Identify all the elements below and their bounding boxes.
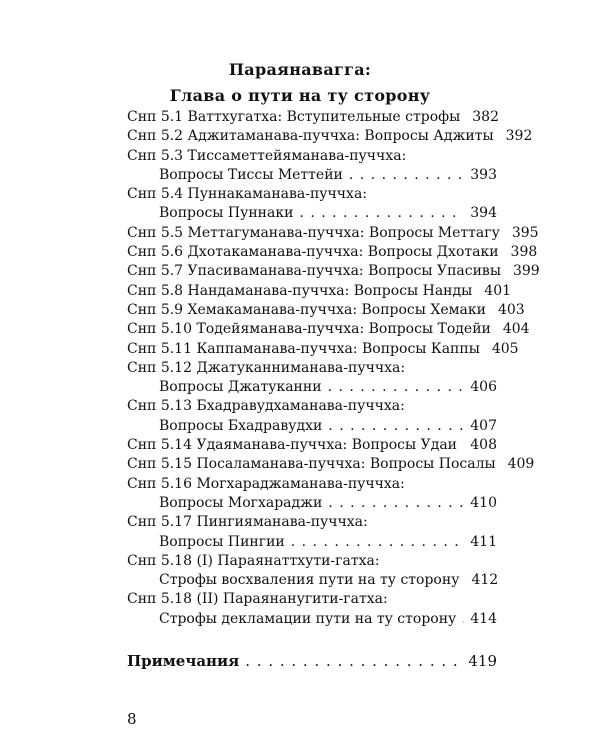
toc-page-number: 403: [497, 301, 525, 318]
toc-entry[interactable]: [127, 340, 519, 359]
toc-page-number: 392: [505, 128, 533, 145]
toc-entry[interactable]: [127, 610, 497, 629]
toc-entry-title: Снп 5.14 Удаяманава-пуччха: Вопросы Удаи: [127, 437, 458, 454]
toc-page-number: 410: [470, 494, 497, 511]
chapter-title: Глава о пути на ту сторону: [169, 86, 431, 105]
dot-leader: [299, 204, 464, 223]
toc-entry-subtitle: Вопросы Могхараджи: [159, 494, 323, 511]
toc-page-number: 405: [491, 340, 519, 357]
toc-entry-notes[interactable]: [127, 652, 497, 671]
toc-entry-heading: [127, 590, 497, 609]
toc-entry[interactable]: [127, 533, 497, 552]
toc-entry-title: Снп 5.4 Пуннакаманава-пуччха:: [127, 186, 368, 203]
toc-entry-heading: [127, 513, 497, 532]
toc-page-number: 404: [502, 321, 530, 338]
toc-entry-heading: [127, 147, 497, 166]
dot-leader: [328, 494, 464, 513]
table-of-contents: [127, 108, 540, 629]
toc-entry-subtitle: Строфы декламации пути на ту сторону: [159, 610, 457, 627]
toc-page-number: 399: [512, 263, 540, 280]
toc-entry[interactable]: [127, 243, 538, 262]
toc-page-number: 408: [470, 437, 497, 454]
toc-entry[interactable]: [127, 436, 497, 455]
toc-entry[interactable]: [127, 282, 512, 301]
notes-title: Примечания: [127, 652, 240, 670]
toc-page-number: 414: [470, 610, 497, 627]
toc-entry-heading: [127, 475, 497, 494]
toc-entry-title: Снп 5.1 Ваттхугатха: Вступительные строфы: [127, 109, 461, 125]
dot-leader: [291, 533, 465, 552]
toc-entry[interactable]: [127, 166, 497, 185]
toc-entry-subtitle: Вопросы Пуннаки: [159, 205, 294, 222]
toc-page-number: 406: [470, 379, 497, 396]
notes-entry-block: [127, 652, 497, 671]
toc-entry-title: Снп 5.10 Тодейяманава-пуччха: Вопросы Тодейи: [127, 321, 491, 338]
toc-entry[interactable]: [127, 127, 533, 146]
toc-entry-title: Снп 5.5 Меттагуманава-пуччха: Вопросы Меттагу: [127, 224, 500, 241]
toc-entry[interactable]: [127, 301, 525, 320]
toc-entry-title: Снп 5.2 Аджитаманава-пуччха: Вопросы Аджиты: [127, 128, 494, 145]
toc-entry-heading: [127, 359, 497, 378]
toc-entry-subtitle: Вопросы Джатуканни: [159, 379, 322, 396]
toc-page-number: 411: [470, 533, 497, 550]
toc-entry-title: Снп 5.18 (I) Параянаттхути-гатха:: [127, 552, 380, 569]
dot-leader: [462, 610, 464, 629]
toc-entry[interactable]: [127, 378, 497, 397]
toc-entry[interactable]: [127, 455, 535, 474]
toc-page-number: 382: [472, 109, 499, 125]
page-number: 8: [127, 710, 137, 728]
toc-entry-title: Снп 5.18 (II) Параянанугити-гатха:: [127, 591, 388, 608]
toc-page-number: 409: [507, 456, 535, 473]
toc-entry[interactable]: [127, 417, 497, 436]
dot-leader: [349, 166, 464, 185]
toc-page-number: 395: [511, 224, 539, 241]
toc-entry-title: Снп 5.3 Тиссаметтейяманава-пуччха:: [127, 147, 407, 164]
toc-entry[interactable]: [127, 108, 497, 127]
toc-entry[interactable]: [127, 320, 530, 339]
toc-entry[interactable]: [127, 204, 497, 223]
dot-leader: [328, 417, 464, 436]
toc-page-number: 419: [468, 652, 497, 670]
section-title: Параянавагга:: [228, 60, 372, 79]
toc-entry-title: Снп 5.8 Нандаманава-пуччха: Вопросы Нанды: [127, 282, 473, 299]
toc-entry-heading: [127, 397, 497, 416]
toc-entry-title: Снп 5.13 Бхадравудхаманава-пуччха:: [127, 398, 405, 415]
toc-entry-title: Снп 5.9 Хемакаманава-пуччха: Вопросы Хемаки: [127, 301, 486, 318]
toc-page-number: 401: [484, 282, 512, 299]
toc-entry-title: Снп 5.17 Пингияманава-пуччха:: [127, 514, 368, 531]
dot-leader: [245, 652, 462, 671]
toc-entry-title: Снп 5.11 Каппаманава-пуччха: Вопросы Каппы: [127, 340, 480, 357]
dot-leader: [328, 378, 465, 397]
toc-entry-heading: [127, 185, 497, 204]
toc-entry-title: Снп 5.7 Упасиваманава-пуччха: Вопросы Упасивы: [127, 263, 501, 280]
toc-entry-title: Снп 5.12 Джатуканниманава-пуччха:: [127, 359, 406, 376]
toc-entry-subtitle: Строфы восхваления пути на ту сторону: [159, 572, 460, 589]
toc-entry-title: Снп 5.15 Посаламанава-пуччха: Вопросы Посалы: [127, 456, 496, 473]
toc-page-number: 398: [510, 244, 538, 261]
toc-entry[interactable]: [127, 262, 540, 281]
toc-entry[interactable]: [127, 494, 497, 513]
toc-entry[interactable]: [127, 571, 497, 590]
dot-leader: [463, 436, 464, 455]
toc-entry-subtitle: Вопросы Тиссы Меттейи: [159, 166, 343, 183]
toc-page-number: 393: [470, 166, 497, 183]
toc-entry[interactable]: [127, 224, 539, 243]
toc-entry-subtitle: Вопросы Пингии: [159, 533, 285, 550]
toc-page-number: 407: [470, 417, 497, 434]
toc-page-number: 412: [471, 572, 499, 589]
toc-entry-subtitle: Вопросы Бхадравудхи: [159, 417, 323, 434]
toc-page-number: 394: [470, 205, 497, 222]
toc-entry-heading: [127, 552, 497, 571]
toc-entry-title: Снп 5.6 Дхотакаманава-пуччха: Вопросы Дхотаки: [127, 244, 499, 261]
toc-entry-title: Снп 5.16 Могхараджаманава-пуччха:: [127, 475, 405, 492]
